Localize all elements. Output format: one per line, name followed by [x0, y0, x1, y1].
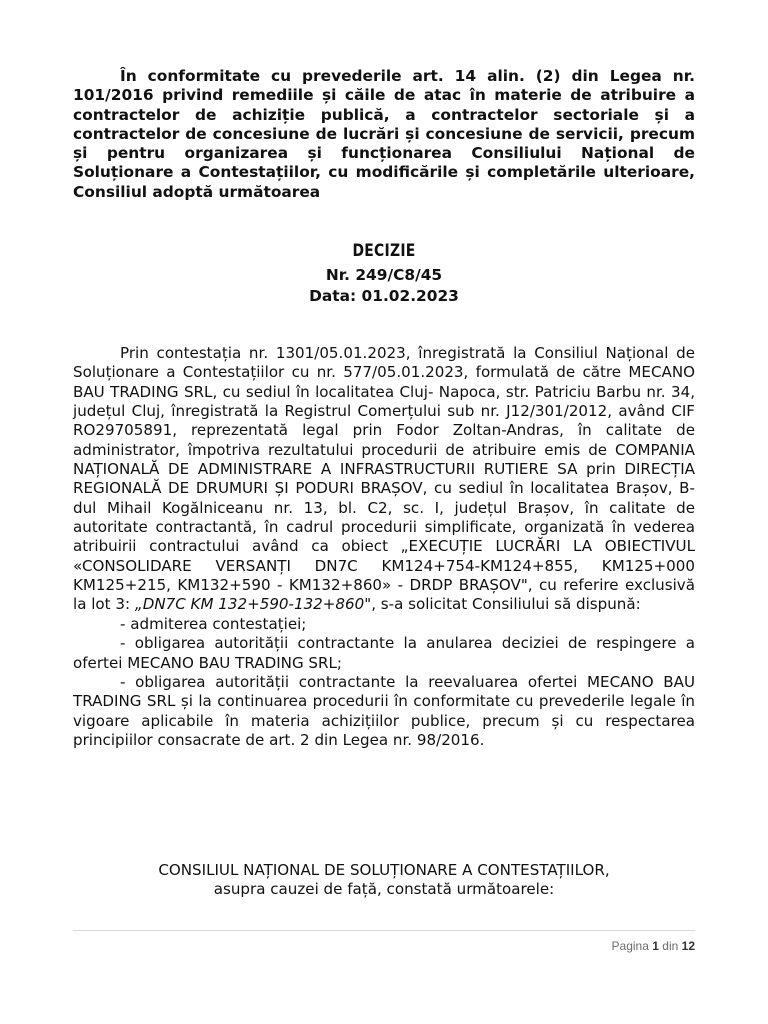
document-page [73, 0, 695, 1024]
total-pages: 12 [681, 939, 695, 953]
current-page: 1 [652, 939, 659, 953]
request-item: - obligarea autorității contractante la anularea deciziei de respingere a ofertei MECANO BAU TRADING SRL; [73, 634, 695, 672]
council-line-1: CONSILIUL NAȚIONAL DE SOLUȚIONARE A CONTESTAȚIILOR, [158, 861, 610, 879]
lot-reference: „DN7C KM 132+590-132+860" [134, 595, 372, 614]
decision-number: Nr. 249/C8/45 [325, 266, 443, 284]
page-separator: din [662, 939, 679, 953]
main-paragraph-text: Prin contestația nr. 1301/05.01.2023, înregistrată la Consiliul Național de Soluționare a Contestațiilor cu nr. 577/05.01.2023, formulată de către MECANO BAU TRADING SRL, cu sediul în localitatea Cluj- Napoca, str. Patriciu Barbu nr. 34, județul Cluj, înregistrată la Registrul Comerțului sub nr. J12/301/2012, având CIF RO29705891, reprezentată legal prin Fodor Zoltan-Andras, în calitate de administrator, împotriva rezultatului procedurii de atribuire emis de COMPANIA NAȚIONALĂ DE ADMINISTRARE A INFRASTRUCTURII RUTIERE SA prin DIRECȚIA REGIONALĂ DE DRUMURI ȘI PODURI BRAȘOV, cu sediul în localitatea Brașov, B-dul Mihail Kogălniceanu nr. 13, bl. C2, sc. I, județul Brașov, în calitate de autoritate contractantă, în cadrul procedurii simplificate, organizată în vederea atribuirii contractului având ca obiect „EXECUȚIE LUCRĂRI LA OBIECTIVUL «CONSOLIDARE VERSANȚI DN7C KM124+754-KM124+855, KM125+000 KM125+215, KM132+590 - KM132+860» - DRDP BRAȘOV", cu referire exclusivă la lot 3: [73, 344, 695, 614]
request-item: - admiterea contestației; [120, 614, 307, 633]
decision-date: Data: 01.02.2023 [309, 287, 459, 305]
page-footer [612, 939, 695, 953]
decision-title: DECIZIE [352, 241, 416, 261]
council-heading [73, 861, 695, 900]
main-paragraph [73, 344, 695, 615]
intro-paragraph: În conformitate cu prevederile art. 14 alin. (2) din Legea nr. 101/2016 privind remediile și căile de atac în materie de atribuire a contractelor de achiziție publică, a contractelor sectoriale și a contractelor de concesiune de lucrări și concesiune de servicii, precum și pentru organizarea și funcționarea Consiliului Național de Soluționare a Contestațiilor, cu modificările și completările ulterioare, Consiliul adoptă următoarea [73, 67, 695, 201]
body-text [73, 344, 695, 750]
footer-divider [73, 930, 695, 931]
request-item: - obligarea autorității contractante la reevaluarea ofertei MECANO BAU TRADING SRL și la continuarea procedurii în conformitate cu prevederile legale în vigoare aplicabile în materia achizițiilor publice, precum și cu respectarea principiilor consacrate de art. 2 din Legea nr. 98/2016. [73, 672, 695, 749]
main-paragraph-end: , s-a solicitat Consiliului să dispună: [371, 595, 641, 614]
page-label: Pagina [611, 939, 649, 953]
council-line-2: asupra cauzei de față, constată următoarele: [213, 880, 555, 899]
